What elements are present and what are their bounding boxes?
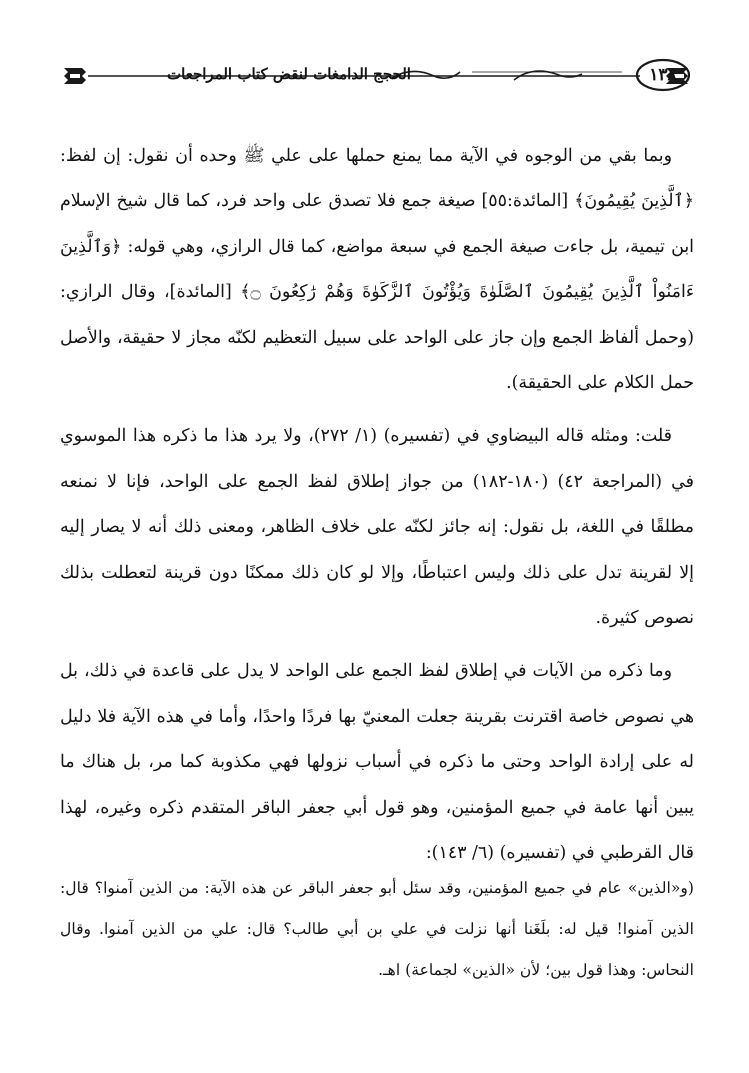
running-title: الحجج الدامغات لنقض كتاب المراجعات <box>167 65 411 83</box>
paragraph-text: وما ذكره من الآيات في إطلاق لفظ الجمع على الواحد لا يدل على قاعدة في ذلك، بل هي نصوص خاصة اقترنت بقرينة جعلت المعنيّ بها فردًا واحدًا، وأما في هذه الآية فلا دليل له على إرادة الواحد وحتى ما ذكره في أسباب نزولها فهي مكذوبة كما مر، بل هناك ما يبين أنها عامة في جميع المؤمنين، وهو قول أبي جعفر الباقر المتقدم ذكره وغيره، لهذا قال القرطبي في (تفسيره) (٦/ ١٤٣): <box>60 661 694 864</box>
page-number: ١٣٨ <box>649 65 677 85</box>
paragraph <box>60 414 694 641</box>
main-text <box>60 134 694 879</box>
quotation-text: (و«الذين» عام في جميع المؤمنين، وقد سئل أبو جعفر الباقر عن هذه الآية: من الذين آمنوا؟ قال: الذين آمنوا! قيل له: بلَغَنا أنها نزلت في علي بن أبي طالب؟ قال: علي من الذين آمنوا. وقال النحاس: وهذا قول بين؛ لأن «الذين» لجماعة) اهـ. <box>60 879 694 979</box>
quotation-block <box>60 868 694 991</box>
paragraph <box>60 134 694 406</box>
paragraph-text: قلت: ومثله قاله البيضاوي في (تفسيره) (١/ ٢٧٢)، ولا يرد هذا ما ذكره هذا الموسوي في (المراجعة ٤٢) (١٨٠-١٨٢) من جواز إطلاق لفظ الجمع على الواحد، فإنا لا نمنعه مطلقًا في اللغة، بل نقول: إنه جائز لكنّه على خلاف الظاهر، ومعنى ذلك أنه لا يصار إليه إلا لقرينة تدل على ذلك وليس اعتباطًا، وإلا لو كان ذلك ممكنًا دون قرينة لتعطلت بذلك نصوص كثيرة. <box>60 426 694 629</box>
paragraph <box>60 649 694 876</box>
paragraph-text: وبما بقي من الوجوه في الآية مما يمنع حملها على علي ﷺ وحده أن نقول: إن لفظ: ﴿ٱلَّذِينَ يُقِيمُونَ﴾ [المائدة:٥٥] صيغة جمع فلا تصدق على واحد فرد، كما قال شيخ الإسلام ابن تيمية، بل جاءت صيغة الجمع في سبعة مواضع، كما قال الرازي، وهي قوله: ﴿وَٱلَّذِينَ ءَامَنُواْ ٱلَّذِينَ يُقِيمُونَ ٱلصَّلَوٰةَ وَيُؤْتُونَ ٱلزَّكَوٰةَ وَهُمْ رَٰكِعُونَ ۝﴾ [المائدة]، وقال الرازي: (وحمل ألفاظ الجمع وإن جاز على الواحد على سبيل التعظيم لكنّه مجاز لا حقيقة، والأصل حمل الكلام على الحقيقة). <box>60 146 694 394</box>
page-header <box>62 58 692 92</box>
